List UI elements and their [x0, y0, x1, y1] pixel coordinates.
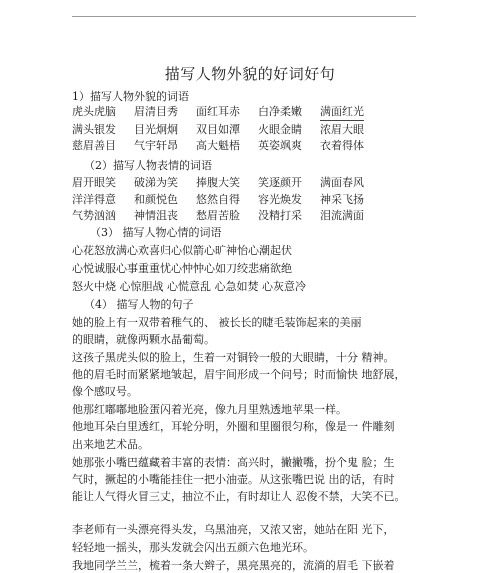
word: 洋洋得意 [72, 193, 116, 206]
word: 火眼金睛 [258, 123, 302, 136]
word: 和颜悦色 [134, 193, 178, 206]
word-row [72, 207, 372, 222]
word: 神采飞扬 [320, 193, 364, 206]
word: 满面春风 [320, 176, 364, 189]
mood-line: 心悦诚服心事重重忧心忡忡心如刀绞悲痛欲绝 [72, 262, 292, 275]
word: 浓眉大眼 [320, 123, 364, 136]
sentence-line: 李老师有一头漂亮得头发，乌黑油亮，又浓又密，她站在阳 光下， [72, 523, 395, 536]
word: 目光炯炯 [134, 123, 178, 136]
section-heading-expression: （2）描写人物表情的词语 [84, 159, 212, 172]
word: 虎头虎脑 [72, 105, 116, 118]
word: 破涕为笑 [134, 176, 178, 189]
word: 面红耳赤 [196, 105, 240, 118]
word: 气宇轩昂 [134, 139, 178, 152]
sentence-line: 这孩子黑虎头似的脸上，生着一对铜铃一般的大眼睛，十分 精神。 [72, 351, 395, 364]
word-row [72, 121, 372, 136]
word: 泪流满面 [320, 209, 364, 222]
word: 容光焕发 [258, 193, 302, 206]
word: 气势汹汹 [72, 209, 116, 222]
word: 神情沮丧 [134, 209, 178, 222]
word: 眉开眼笑 [72, 176, 116, 189]
sentence-line: 她的脸上有一双带着稚气的、 被长长的睫毛装饰起来的美丽 [72, 316, 362, 329]
word: 白净柔嫩 [258, 105, 302, 118]
word: 英姿飒爽 [258, 139, 302, 152]
section-heading-appearance: 1）描写人物外貌的词语 [72, 90, 189, 103]
sentence-line: 像个感叹号。 [72, 385, 138, 398]
sentence-line: 出来地艺术品。 [72, 438, 149, 451]
word-row [72, 174, 372, 189]
word: 眉清目秀 [134, 105, 178, 118]
sentence-line: 他的眉毛时而紧紧地皱起，眉宇间形成一个问号；时而愉快 地舒展， [72, 368, 406, 381]
word: 笑逐颜开 [258, 176, 302, 189]
section-heading-mood: （3） 描写人物心情的词语 [90, 226, 222, 239]
mood-line: 怒火中烧 心惊胆战 心慌意乱 心急如焚 心灰意冷 [72, 280, 306, 293]
sentence-line: 我地同学兰兰，梳着一条大辫子，黑亮黑亮的，流淌的眉毛 下嵌着 [72, 559, 395, 572]
sentence-line: 气时，撅起的小嘴能挂住一把小油壶。从这张嘴巴说 出的话，有时 [72, 473, 395, 486]
word: 捧腹大笑 [196, 176, 240, 189]
word: 没精打采 [258, 209, 302, 222]
sentence-line: 她那张小嘴巴蕴藏着丰富的表情：高兴时，撇撇嘴，扮个鬼 脸；生 [72, 456, 395, 469]
sentence-line: 的眼睛，就像两颗水晶葡萄。 [72, 333, 215, 346]
word-row [72, 191, 372, 206]
word: 双目如潭 [196, 123, 240, 136]
word: 衣着得体 [320, 139, 364, 152]
sentence-line: 能让人气得火冒三丈，抽泣不止，有时却让人 忍俊不禁，大笑不已。 [72, 490, 406, 503]
word-row [72, 103, 372, 118]
sentence-line: 轻轻地一摇头，那头发就会闪出五颜六色地光环。 [72, 541, 314, 554]
word: 满头银发 [72, 123, 116, 136]
sentence-line: 他那红嘟嘟地脸蛋闪着光亮，像九月里熟透地苹果一样。 [72, 403, 347, 416]
word: 愁眉苦脸 [196, 209, 240, 222]
sentence-line: 他地耳朵白里透红，耳轮分明，外圈和里圈很匀称，像是一 件雕刻 [72, 420, 395, 433]
word-row [72, 137, 372, 152]
word: 慈眉善目 [72, 139, 116, 152]
word: 悠然自得 [196, 193, 240, 206]
word: 满面红光 [320, 103, 364, 121]
document-title: 描写人物外貌的好词好句 [164, 65, 336, 83]
mood-line: 心花怒放满心欢喜归心似箭心旷神怡心潮起伏 [72, 244, 292, 257]
section-heading-sentences: （4） 描写人物的句子 [84, 298, 194, 311]
header-rule [72, 16, 416, 17]
word: 高大魁梧 [196, 139, 240, 152]
